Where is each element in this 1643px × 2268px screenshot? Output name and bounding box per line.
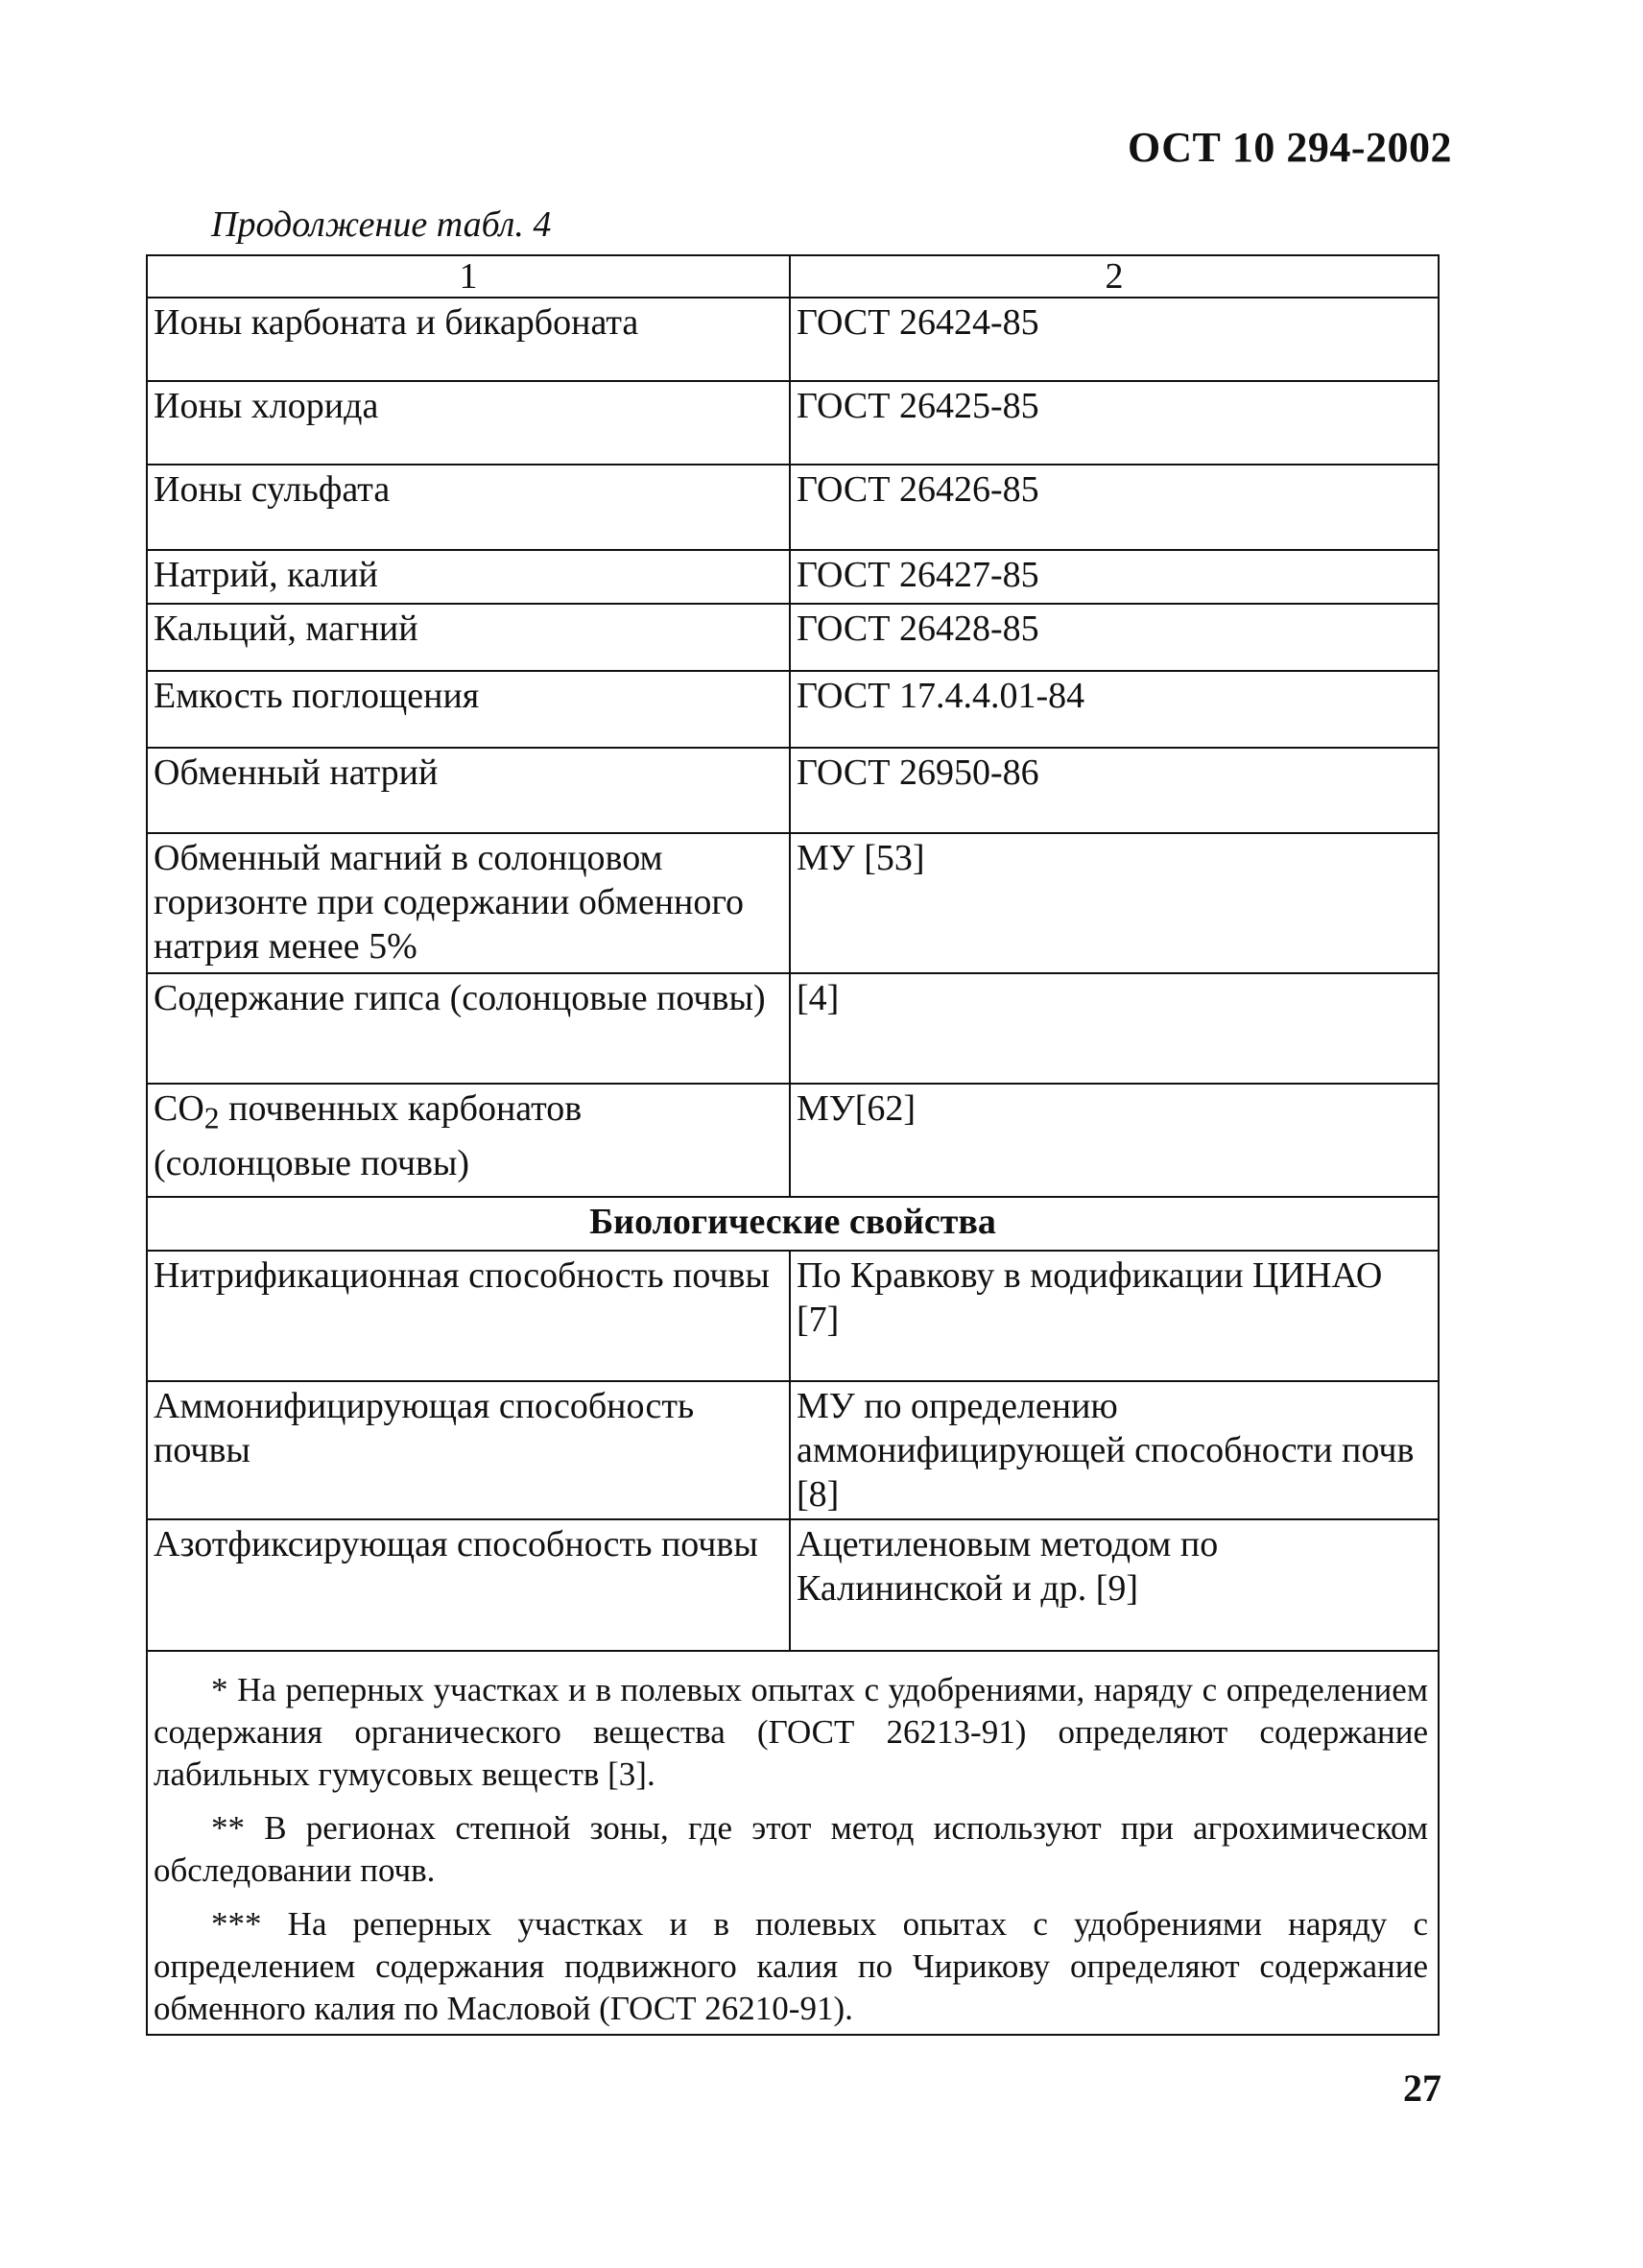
parameter-cell: Емкость поглощения: [147, 671, 790, 748]
method-cell: МУ [53]: [790, 833, 1439, 973]
method-cell: МУ[62]: [790, 1084, 1439, 1197]
method-cell: ГОСТ 26426-85: [790, 465, 1439, 550]
table-row: [147, 298, 1439, 381]
section-title: Биологические свойства: [147, 1197, 1439, 1251]
table-row: [147, 1251, 1439, 1381]
method-cell: [4]: [790, 973, 1439, 1084]
parameter-cell: Аммонифицирующая способность почвы: [147, 1381, 790, 1519]
table-row: [147, 465, 1439, 550]
table-header-row: [147, 255, 1439, 298]
parameter-cell: Ионы карбоната и бикарбоната: [147, 298, 790, 381]
method-cell: Ацетиленовым методом по Калининской и др. [9]: [790, 1519, 1439, 1651]
table-row: [147, 748, 1439, 833]
parameter-cell: Азотфиксирующая способность почвы: [147, 1519, 790, 1651]
method-cell: ГОСТ 26425-85: [790, 381, 1439, 465]
footnote: *** На реперных участках и в полевых опытах с удобрениями наряду с определением содержания подвижного калия по Чирикову определяют содержание обменного калия по Масловой (ГОСТ 26210-91).: [154, 1905, 1428, 2027]
method-cell: ГОСТ 17.4.4.01-84: [790, 671, 1439, 748]
method-cell: ГОСТ 26424-85: [790, 298, 1439, 381]
footnote: ** В регионах степной зоны, где этот метод используют при агрохимическом обследовании почв.: [154, 1809, 1428, 1889]
method-cell: По Кравкову в модификации ЦИНАО [7]: [790, 1251, 1439, 1381]
method-cell: ГОСТ 26428-85: [790, 604, 1439, 671]
table-row: [147, 671, 1439, 748]
footnotes-cell: [147, 1651, 1439, 2035]
method-cell: ГОСТ 26950-86: [790, 748, 1439, 833]
page-number: 27: [1403, 2066, 1441, 2110]
table-row: [147, 604, 1439, 671]
method-cell: МУ по определению аммонифицирующей способности почв [8]: [790, 1381, 1439, 1519]
parameter-cell: Ионы хлорида: [147, 381, 790, 465]
table-row: [147, 381, 1439, 465]
table-row: [147, 1519, 1439, 1651]
footnotes-row: [147, 1651, 1439, 2035]
footnote: * На реперных участках и в полевых опытах с удобрениями, наряду с определением содержания органического вещества (ГОСТ 26213-91) определяют содержание лабильных гумусовых веществ [3].: [154, 1671, 1428, 1793]
parameter-cell: Обменный натрий: [147, 748, 790, 833]
parameter-cell: Натрий, калий: [147, 550, 790, 604]
methods-table: [146, 254, 1440, 2036]
table-row: [147, 1084, 1439, 1197]
table-row: [147, 1381, 1439, 1519]
parameter-cell: $CO_2$ почвенных карбонатов (солонцовые почвы): [147, 1084, 790, 1197]
parameter-cell: Нитрификационная способность почвы: [147, 1251, 790, 1381]
co2-formula: $CO_2$: [154, 1088, 220, 1135]
table-row: [147, 833, 1439, 973]
table-row: [147, 973, 1439, 1084]
parameter-cell: Ионы сульфата: [147, 465, 790, 550]
parameter-cell: Обменный магний в солонцовом горизонте при содержании обменного натрия менее 5%: [147, 833, 790, 973]
parameter-cell: Содержание гипса (солонцовые почвы): [147, 973, 790, 1084]
column-header-1: 1: [147, 255, 790, 298]
column-header-2: 2: [790, 255, 1439, 298]
parameter-cell: Кальций, магний: [147, 604, 790, 671]
section-row: [147, 1197, 1439, 1251]
document-code: ОСТ 10 294-2002: [1127, 124, 1452, 171]
table-caption: Продолжение табл. 4: [211, 204, 552, 245]
table-row: [147, 550, 1439, 604]
method-cell: ГОСТ 26427-85: [790, 550, 1439, 604]
